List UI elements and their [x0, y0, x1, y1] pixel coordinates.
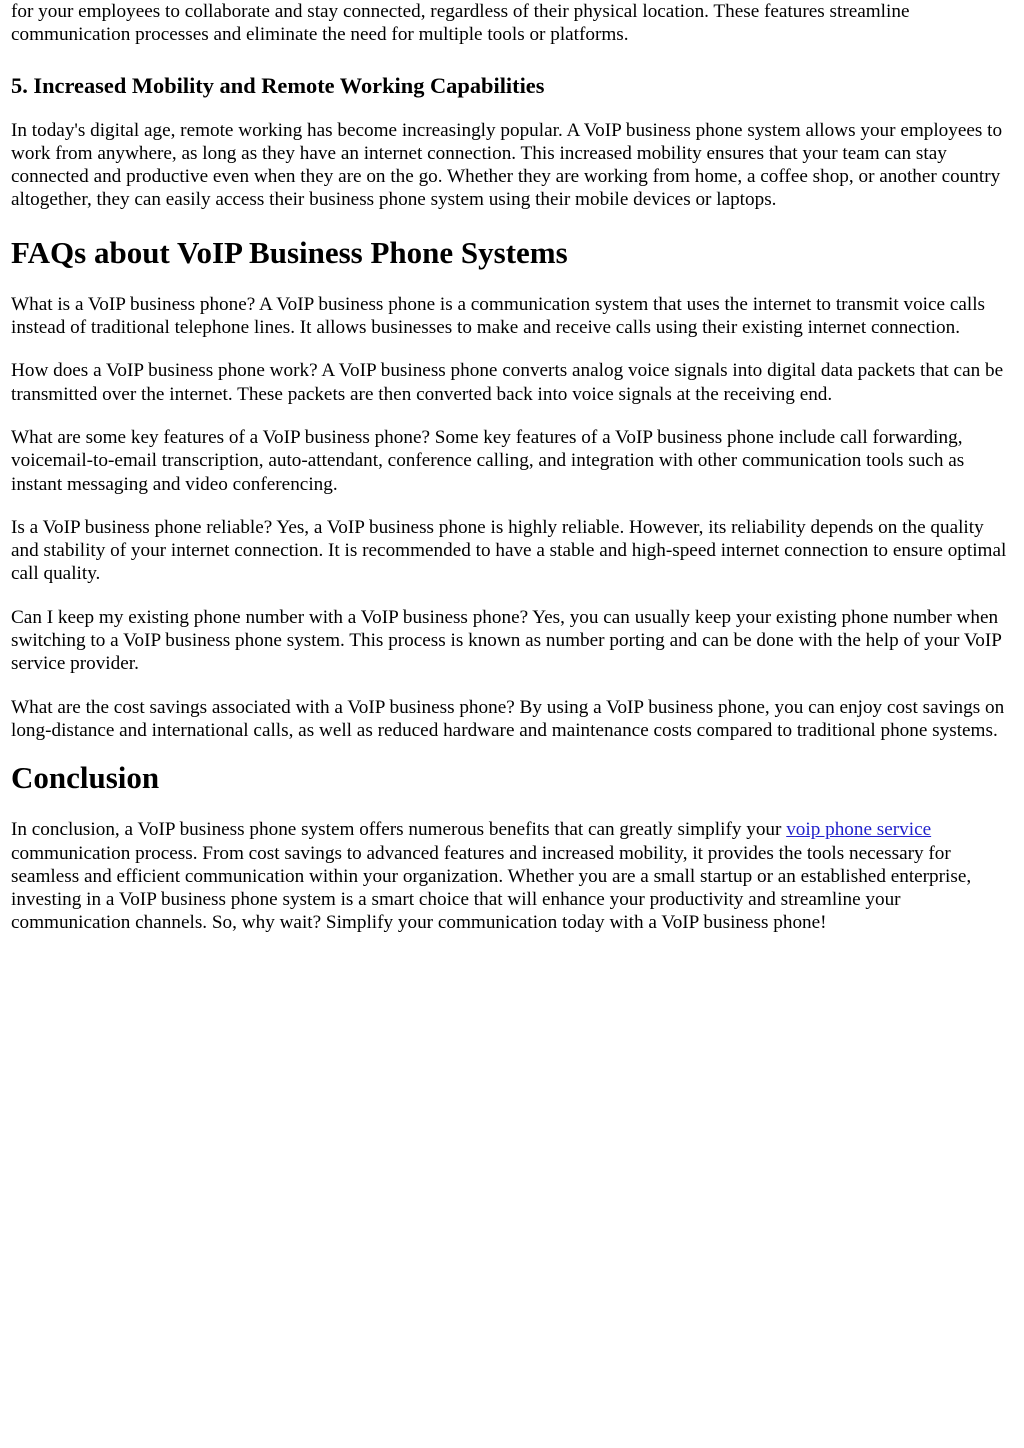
faq-item: What are some key features of a VoIP business phone? Some key features of a VoIP business phone include call forwarding, voicemail-to-email transcription, auto-attendant, conference calling, and integration with other communication tools such as instant messaging and video conferencing.: [11, 426, 965, 495]
faq-item: Is a VoIP business phone reliable? Yes, a VoIP business phone is highly reliable. However, its reliability depends on the quality and stability of your internet connection. It is recommended to have a stable and high-speed internet connection to ensure optimal call quality.: [11, 516, 1007, 585]
conclusion-heading: Conclusion: [11, 760, 160, 796]
conclusion-text-after-link: communication process. From cost savings to advanced features and increased mobility, it provides the tools necessary for seamless and efficient communication within your organization. Whether you are a small startup or an established enterprise, investing in a VoIP business phone system is a smart choice that will enhance your productivity and streamline your communication channels. So, why wait? Simplify your communication today with a VoIP business phone!: [11, 842, 972, 934]
faq-item: Can I keep my existing phone number with a VoIP business phone? Yes, you can usually keep your existing phone number when switching to a VoIP business phone system. This process is known as number porting and can be done with the help of your VoIP service provider.: [11, 606, 1002, 675]
conclusion-text-before-link: In conclusion, a VoIP business phone system offers numerous benefits that can greatly simplify your: [11, 819, 787, 841]
intro-continuation-paragraph: for your employees to collaborate and stay connected, regardless of their physical location. These features streamline communication processes and eliminate the need for multiple tools or platforms.: [11, 1, 910, 46]
section-5-heading: 5. Increased Mobility and Remote Working Capabilities: [11, 72, 545, 98]
faq-item: How does a VoIP business phone work? A VoIP business phone converts analog voice signals into digital data packets that can be transmitted over the internet. These packets are then converted back into voice signals at the receiving end.: [11, 360, 1004, 405]
faq-item: What are the cost savings associated with a VoIP business phone? By using a VoIP business phone, you can enjoy cost savings on long-distance and international calls, as well as reduced hardware and maintenance costs compared to traditional phone systems.: [11, 696, 1005, 741]
voip-phone-service-link[interactable]: voip phone service: [786, 819, 932, 841]
faq-item: What is a VoIP business phone? A VoIP business phone is a communication system that uses the internet to transmit voice calls instead of traditional telephone lines. It allows businesses to make and receive calls using their existing internet connection.: [11, 293, 986, 339]
faq-heading: FAQs about VoIP Business Phone Systems: [11, 234, 568, 270]
conclusion-paragraph: [11, 818, 1013, 934]
section-5-paragraph: In today's digital age, remote working has become increasingly popular. A VoIP business phone system allows your employees to work from anywhere, as long as they have an internet connection. This increased mobility ensures that your team can stay connected and productive even when they are on the go. Whether they are working from home, a coffee shop, or another country altogether, they can easily access their business phone system using their mobile devices or laptops.: [11, 119, 1003, 211]
